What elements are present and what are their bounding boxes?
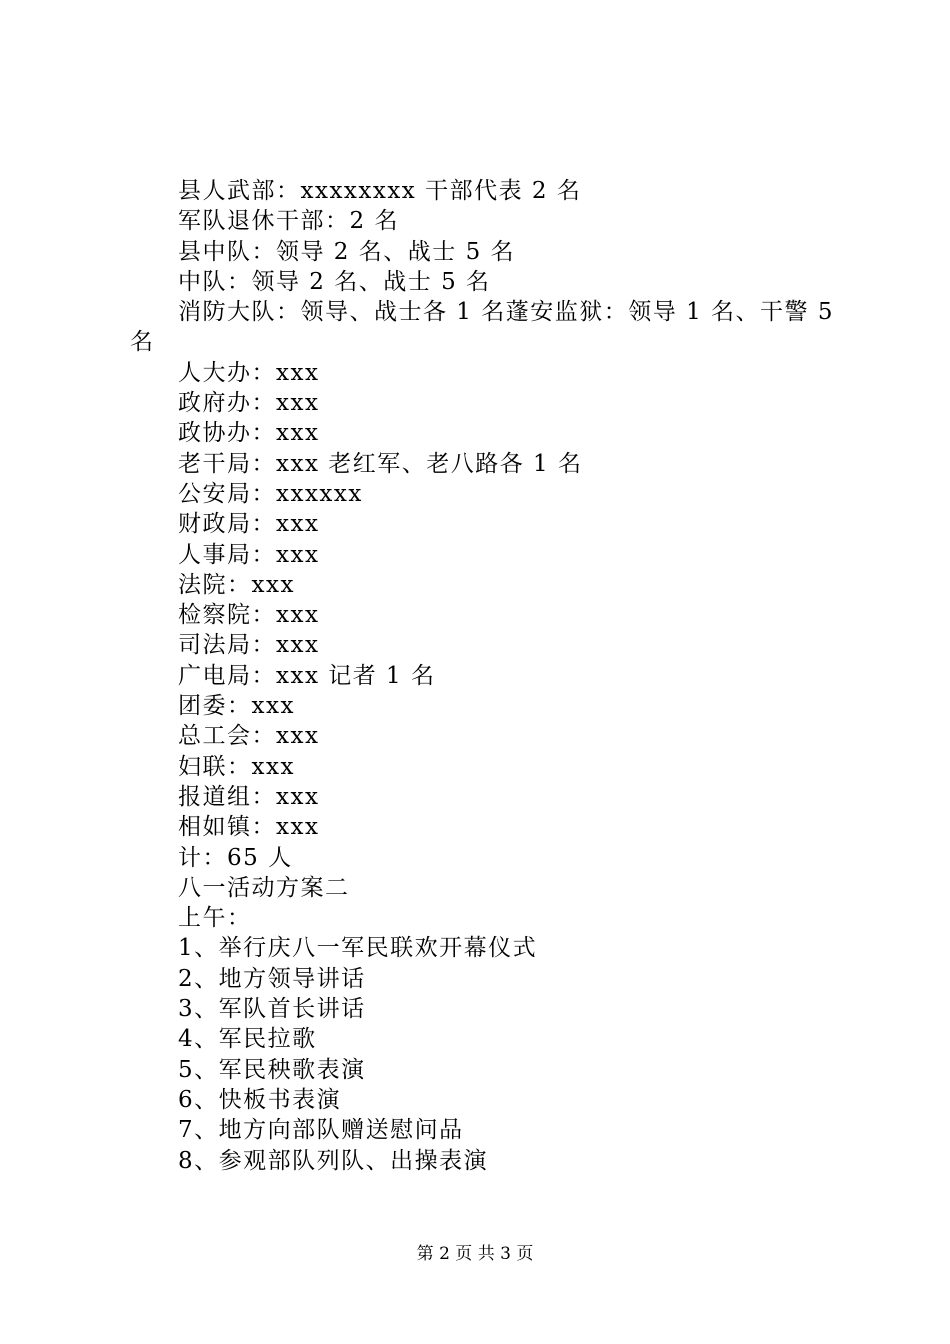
list-item: 2、地方领导讲话: [178, 965, 366, 992]
list-item: 5、军民秧歌表演: [178, 1056, 366, 1083]
document-body: [130, 176, 835, 1176]
text-line: 计：65 人: [178, 844, 293, 871]
text-line: 妇联：xxx: [178, 753, 295, 780]
list-item: 7、地方向部队赠送慰问品: [178, 1117, 464, 1144]
text-line: 军队退休干部：2 名: [178, 208, 399, 235]
list-item: 3、军队首长讲话: [178, 996, 366, 1023]
text-line: 财政局：xxx: [178, 511, 320, 538]
text-line: 上午：: [178, 905, 252, 932]
section-heading: 八一活动方案二: [178, 874, 350, 901]
text-line: 老干局：xxx 老红军、老八路各 1 名: [178, 450, 583, 477]
page-footer: 第 2 页 共 3 页: [416, 1244, 534, 1264]
text-line: 政协办：xxx: [178, 420, 320, 447]
list-item: 6、快板书表演: [178, 1086, 342, 1113]
text-line: 报道组：xxx: [178, 783, 320, 810]
text-line: 县中队：领导 2 名、战士 5 名: [178, 238, 516, 265]
text-line: 广电局：xxx 记者 1 名: [178, 662, 436, 689]
text-line: 人事局：xxx: [178, 541, 320, 568]
text-line: 政府办：xxx: [178, 390, 320, 417]
text-line: 公安局：xxxxxx: [178, 480, 363, 507]
text-line: 相如镇：xxx: [178, 814, 320, 841]
text-line: 消防大队：领导、战士各 1 名蓬安监狱：领导 1 名、干警 5 名: [130, 299, 834, 356]
list-item: 8、参观部队列队、出操表演: [178, 1147, 489, 1174]
text-line: 县人武部：xxxxxxxx 干部代表 2 名: [178, 178, 582, 204]
text-line: 人大办：xxx: [178, 359, 320, 386]
text-line: 法院：xxx: [178, 571, 295, 598]
text-line: 团委：xxx: [178, 693, 295, 720]
text-line: 检察院：xxx: [178, 602, 320, 629]
text-line: 司法局：xxx: [178, 632, 320, 659]
list-item: 1、举行庆八一军民联欢开幕仪式: [178, 935, 538, 962]
list-item: 4、军民拉歌: [178, 1026, 317, 1053]
text-line: 总工会：xxx: [178, 723, 320, 750]
text-line: 中队：领导 2 名、战士 5 名: [178, 268, 491, 295]
